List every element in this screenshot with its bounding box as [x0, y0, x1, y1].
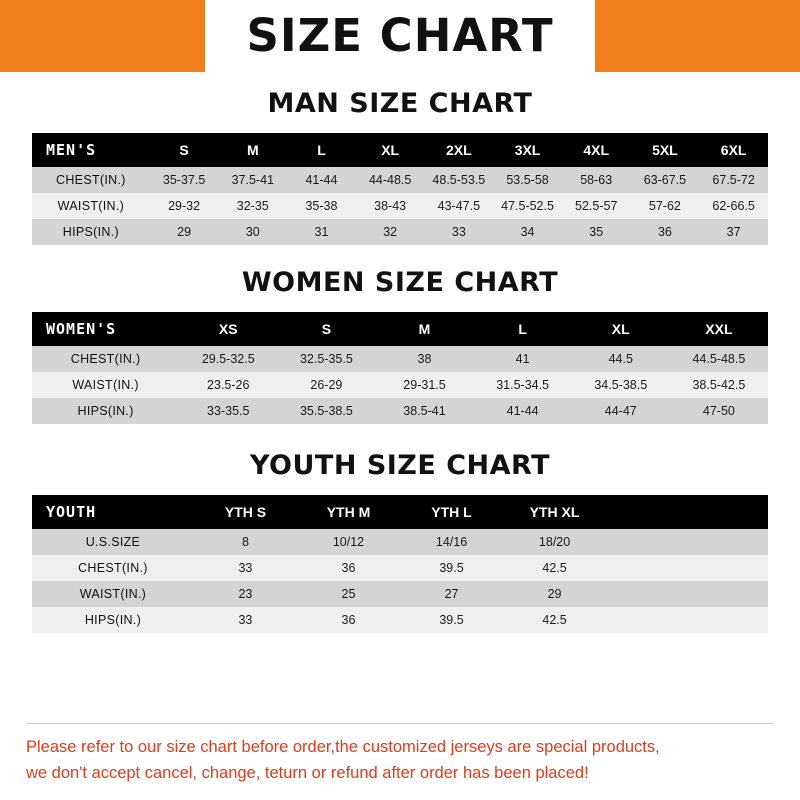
table-header-row	[32, 133, 768, 167]
table-cell: 10/12	[297, 529, 400, 555]
section-title-women: WOMEN SIZE CHART	[241, 267, 559, 298]
note-line-2: we don't accept cancel, change, teturn or refund after order has been placed!	[26, 764, 589, 782]
table-cell: 23.5-26	[179, 372, 277, 398]
table-row	[32, 529, 768, 555]
table-cell: 32-35	[218, 193, 287, 219]
table-cell: 58-63	[562, 167, 631, 193]
table-cell-empty	[606, 555, 768, 581]
column-header: XL	[356, 133, 425, 167]
column-header: 4XL	[562, 133, 631, 167]
table-cell: 29-31.5	[375, 372, 473, 398]
row-label: WAIST(IN.)	[32, 581, 194, 607]
column-header: S	[150, 133, 219, 167]
table-cell: 29.5-32.5	[179, 346, 277, 372]
table-header-row	[32, 312, 768, 346]
note-divider	[26, 723, 774, 724]
table-cell: 38-43	[356, 193, 425, 219]
table-row	[32, 346, 768, 372]
row-label: CHEST(IN.)	[32, 167, 150, 193]
chart-wrapper-women	[0, 312, 800, 424]
table-cell: 35	[562, 219, 631, 245]
table-row	[32, 607, 768, 633]
table-cell: 38	[375, 346, 473, 372]
table-cell: 32.5-35.5	[277, 346, 375, 372]
table-cell-empty	[606, 581, 768, 607]
row-label: CHEST(IN.)	[32, 555, 194, 581]
column-header: YTH S	[194, 495, 297, 529]
column-header: 2XL	[425, 133, 494, 167]
table-cell: 38.5-41	[375, 398, 473, 424]
table-row	[32, 193, 768, 219]
table-cell: 37	[699, 219, 768, 245]
table-row	[32, 167, 768, 193]
banner-accent-left	[0, 0, 205, 72]
table-cell: 32	[356, 219, 425, 245]
column-header: 3XL	[493, 133, 562, 167]
row-label: U.S.SIZE	[32, 529, 194, 555]
table-cell: 47.5-52.5	[493, 193, 562, 219]
section-title-man: MAN SIZE CHART	[267, 88, 533, 119]
column-header: S	[277, 312, 375, 346]
note-line-1: Please refer to our size chart before order,the customized jerseys are special products,	[26, 738, 660, 756]
table-cell: 29	[503, 581, 606, 607]
table-row	[32, 372, 768, 398]
table-man-size-chart	[32, 133, 768, 245]
table-cell: 25	[297, 581, 400, 607]
table-cell: 41-44	[287, 167, 356, 193]
column-header: XL	[572, 312, 670, 346]
table-cell: 35.5-38.5	[277, 398, 375, 424]
table-cell: 23	[194, 581, 297, 607]
table-cell: 57-62	[631, 193, 700, 219]
column-header: YOUTH	[32, 495, 194, 529]
table-cell: 18/20	[503, 529, 606, 555]
column-header: YTH XL	[503, 495, 606, 529]
banner-accent-right	[595, 0, 800, 72]
table-cell: 38.5-42.5	[670, 372, 768, 398]
table-cell: 33-35.5	[179, 398, 277, 424]
table-cell: 29-32	[150, 193, 219, 219]
column-header: XS	[179, 312, 277, 346]
table-cell: 33	[194, 555, 297, 581]
table-cell: 42.5	[503, 607, 606, 633]
table-cell: 35-38	[287, 193, 356, 219]
table-header-row	[32, 495, 768, 529]
table-cell-empty	[606, 529, 768, 555]
column-header: M	[218, 133, 287, 167]
row-label: HIPS(IN.)	[32, 219, 150, 245]
table-cell: 41	[474, 346, 572, 372]
table-cell: 53.5-58	[493, 167, 562, 193]
table-cell-empty	[606, 607, 768, 633]
table-cell: 39.5	[400, 555, 503, 581]
table-cell: 14/16	[400, 529, 503, 555]
row-label: WAIST(IN.)	[32, 193, 150, 219]
table-cell: 52.5-57	[562, 193, 631, 219]
table-cell: 43-47.5	[425, 193, 494, 219]
table-row	[32, 219, 768, 245]
table-cell: 39.5	[400, 607, 503, 633]
column-header: YTH L	[400, 495, 503, 529]
table-cell: 33	[425, 219, 494, 245]
table-row	[32, 555, 768, 581]
chart-wrapper-youth	[0, 495, 800, 633]
column-header: MEN'S	[32, 133, 150, 167]
table-cell: 44.5	[572, 346, 670, 372]
table-cell: 29	[150, 219, 219, 245]
table-cell: 31	[287, 219, 356, 245]
row-label: HIPS(IN.)	[32, 607, 194, 633]
table-cell: 34.5-38.5	[572, 372, 670, 398]
column-header: 6XL	[699, 133, 768, 167]
table-cell: 48.5-53.5	[425, 167, 494, 193]
table-cell: 31.5-34.5	[474, 372, 572, 398]
page-title: SIZE CHART	[246, 9, 554, 62]
section-title-youth: YOUTH SIZE CHART	[249, 450, 551, 481]
chart-wrapper-man	[0, 133, 800, 245]
table-cell: 36	[297, 607, 400, 633]
column-header: YTH M	[297, 495, 400, 529]
table-cell: 35-37.5	[150, 167, 219, 193]
column-header: XXL	[670, 312, 768, 346]
table-cell: 27	[400, 581, 503, 607]
table-cell: 47-50	[670, 398, 768, 424]
table-cell: 37.5-41	[218, 167, 287, 193]
table-cell: 33	[194, 607, 297, 633]
table-cell: 36	[631, 219, 700, 245]
table-cell: 62-66.5	[699, 193, 768, 219]
table-cell: 44.5-48.5	[670, 346, 768, 372]
table-cell: 63-67.5	[631, 167, 700, 193]
table-cell: 67.5-72	[699, 167, 768, 193]
table-women-size-chart	[32, 312, 768, 424]
column-header: L	[287, 133, 356, 167]
table-cell: 44-47	[572, 398, 670, 424]
table-cell: 41-44	[474, 398, 572, 424]
column-header-empty	[606, 495, 768, 529]
table-cell: 30	[218, 219, 287, 245]
table-cell: 8	[194, 529, 297, 555]
table-cell: 42.5	[503, 555, 606, 581]
column-header: 5XL	[631, 133, 700, 167]
table-row	[32, 581, 768, 607]
table-youth-size-chart	[32, 495, 768, 633]
table-cell: 26-29	[277, 372, 375, 398]
column-header: WOMEN'S	[32, 312, 179, 346]
row-label: HIPS(IN.)	[32, 398, 179, 424]
row-label: WAIST(IN.)	[32, 372, 179, 398]
table-cell: 34	[493, 219, 562, 245]
column-header: L	[474, 312, 572, 346]
table-row	[32, 398, 768, 424]
table-cell: 36	[297, 555, 400, 581]
header-banner	[0, 0, 800, 72]
row-label: CHEST(IN.)	[32, 346, 179, 372]
column-header: M	[375, 312, 473, 346]
footer-note	[0, 723, 800, 786]
table-cell: 44-48.5	[356, 167, 425, 193]
